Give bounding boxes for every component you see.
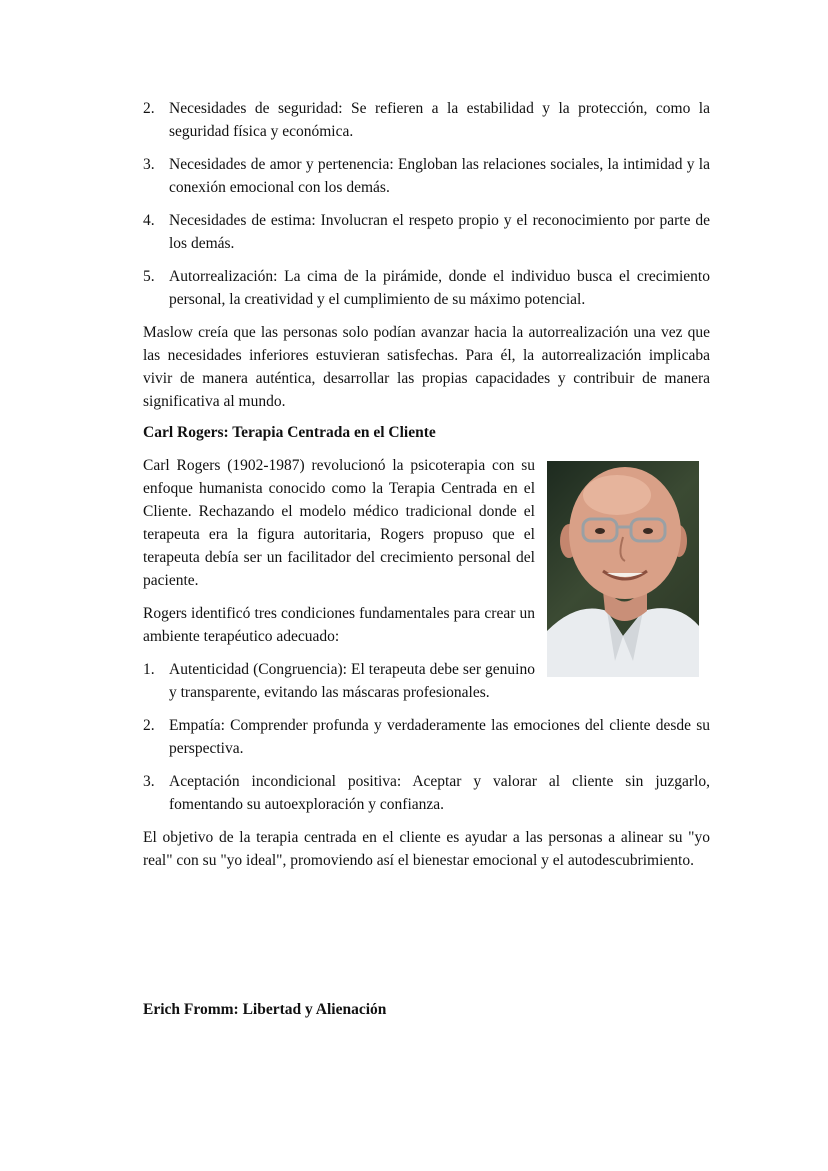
- rogers-conclusion: El objetivo de la terapia centrada en el cliente es ayudar a las personas a alinear su "yo real" con su "yo ideal", promoviendo así el bienestar emocional y el autodescubrimiento.: [143, 829, 710, 869]
- list-text: Autorrealización: La cima de la pirámide, donde el individuo busca el crecimiento personal, la creatividad y el cumplimiento de su máximo potencial.: [169, 268, 710, 308]
- needs-section: [143, 97, 710, 423]
- list-text: Aceptación incondicional positiva: Aceptar y valorar al cliente sin juzgarlo, fomentando su autoexploración y confianza.: [169, 773, 710, 813]
- portrait-icon: [547, 461, 699, 677]
- needs-list: [143, 97, 710, 311]
- list-number: 5.: [143, 268, 155, 285]
- list-number: 4.: [143, 212, 155, 229]
- list-text: Autenticidad (Congruencia): El terapeuta debe ser genuino y transparente, evitando las máscaras profesionales.: [169, 661, 535, 701]
- list-item: [143, 714, 710, 760]
- list-item: [143, 97, 710, 143]
- fromm-section: [143, 998, 710, 1021]
- list-text: Necesidades de amor y pertenencia: Engloban las relaciones sociales, la intimidad y la conexión emocional con los demás.: [169, 156, 710, 196]
- list-number: 3.: [143, 773, 155, 790]
- list-item: [143, 209, 710, 255]
- carl-rogers-photo: [547, 461, 699, 677]
- list-number: 2.: [143, 100, 155, 117]
- list-item: [143, 153, 710, 199]
- list-number: 3.: [143, 156, 155, 173]
- list-item: [143, 265, 710, 311]
- list-text: Empatía: Comprender profunda y verdaderamente las emociones del cliente desde su perspectiva.: [169, 717, 710, 757]
- list-number: 1.: [143, 661, 155, 678]
- maslow-paragraph: Maslow creía que las personas solo podían avanzar hacia la autorrealización una vez que las necesidades inferiores estuvieran satisfechas. Para él, la autorrealización implicaba vivir de manera auténtica, desarrollar las propias capacidades y contribuir de manera significativa al mundo.: [143, 324, 710, 410]
- rogers-conditions-intro: Rogers identificó tres condiciones fundamentales para crear un ambiente terapéutico adecuado:: [143, 605, 535, 645]
- rogers-intro: Carl Rogers (1902-1987) revolucionó la psicoterapia con su enfoque humanista conocido como la Terapia Centrada en el Cliente. Rechazando el modelo médico tradicional donde el terapeuta era la figura autoritaria, Rogers propuso que el terapeuta debía ser un facilitador del crecimiento personal del paciente.: [143, 457, 535, 589]
- fromm-heading: Erich Fromm: Libertad y Alienación: [143, 1001, 387, 1018]
- list-text: Necesidades de seguridad: Se refieren a la estabilidad y la protección, como la seguridad física y económica.: [169, 100, 710, 140]
- rogers-heading: Carl Rogers: Terapia Centrada en el Cliente: [143, 424, 436, 441]
- list-item: [143, 770, 710, 816]
- list-text: Necesidades de estima: Involucran el respeto propio y el reconocimiento por parte de los demás.: [169, 212, 710, 252]
- conditions-list: [143, 658, 710, 816]
- list-number: 2.: [143, 717, 155, 734]
